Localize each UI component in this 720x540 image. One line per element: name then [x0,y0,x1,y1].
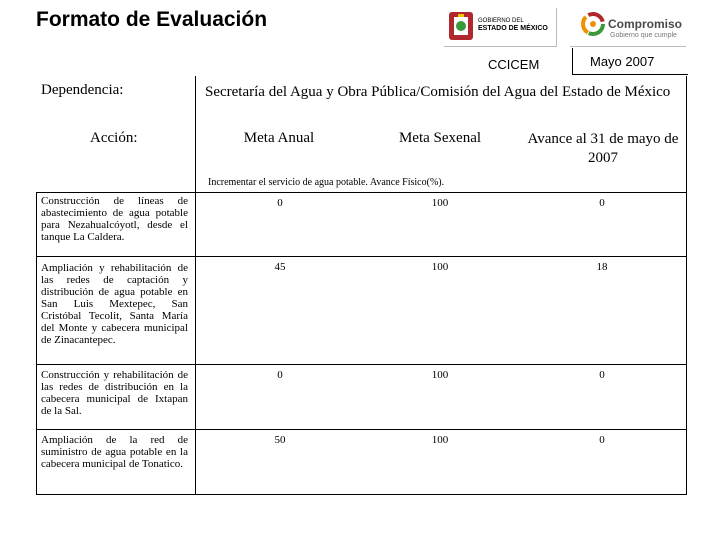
meta-sexenal-header: Meta Sexenal [398,130,482,146]
government-logo-line2: ESTADO DE MÉXICO [478,25,548,32]
government-logo-line1: GOBIERNO DEL [478,18,524,24]
table-top-border [36,192,687,193]
row-3-meta-anual: 0 [277,369,283,381]
avance-header: Avance al 31 de mayo de 2007 [527,131,679,166]
report-date: Mayo 2007 [590,54,655,69]
row-1-meta-anual: 0 [277,197,283,209]
accion-label: Acción: [90,130,138,146]
row-4-accion: Ampliación de la red de suministro de agua potable en la cabecera municipal de Tonatico. [41,434,188,470]
row-2-meta-anual: 45 [274,261,286,273]
compromiso-swirl-icon [580,11,606,37]
table-left-border [36,192,37,495]
government-logo-text [478,18,548,33]
row-4-avance: 0 [599,434,605,446]
compromiso-name: Compromiso [608,17,683,31]
indicator-label: Incrementar el servicio de agua potable. Avance Físico(%). [208,177,445,188]
row-4-meta-sexenal: 100 [431,434,449,446]
row-3-meta-sexenal: 100 [431,369,449,381]
row-divider-2 [36,364,687,365]
office-code: CCICEM [488,57,540,72]
meta-anual-header: Meta Anual [243,130,315,146]
table-bottom-border [36,494,687,495]
government-seal-icon [446,10,476,42]
row-divider-3 [36,429,687,430]
row-divider-1 [36,256,687,257]
compromiso-tagline: Gobierno que cumple [610,32,677,39]
dependencia-value: Secretaría del Agua y Obra Pública/Comisión del Agua del Estado de México [205,84,671,100]
row-3-avance: 0 [599,369,605,381]
row-3-accion: Construcción y rehabilitación de las redes de distribución en la cabecera municipal de Ixtapan de la Sal. [41,369,188,417]
page-title: Formato de Evaluación [36,8,268,31]
table-right-border [686,76,687,495]
row-4-meta-anual: 50 [274,434,286,446]
row-2-accion: Ampliación y rehabilitación de las redes de captación y distribución de agua potable en San Luis Mextepec, San Cristóbal Tecolit, Santa María del Monte y cabecera municipal de Zinacantepec. [41,262,188,346]
date-underline [572,74,688,75]
row-1-accion: Construcción de líneas de abastecimiento de agua potable para Nezahualcóyotl, desde el tanque La Caldera. [41,195,188,243]
dependencia-label: Dependencia: [41,82,124,98]
row-1-meta-sexenal: 100 [431,197,449,209]
label-column-divider [195,76,196,495]
row-1-avance: 0 [599,197,605,209]
row-2-avance: 18 [596,261,608,273]
row-2-meta-sexenal: 100 [431,261,449,273]
office-divider [572,48,573,74]
